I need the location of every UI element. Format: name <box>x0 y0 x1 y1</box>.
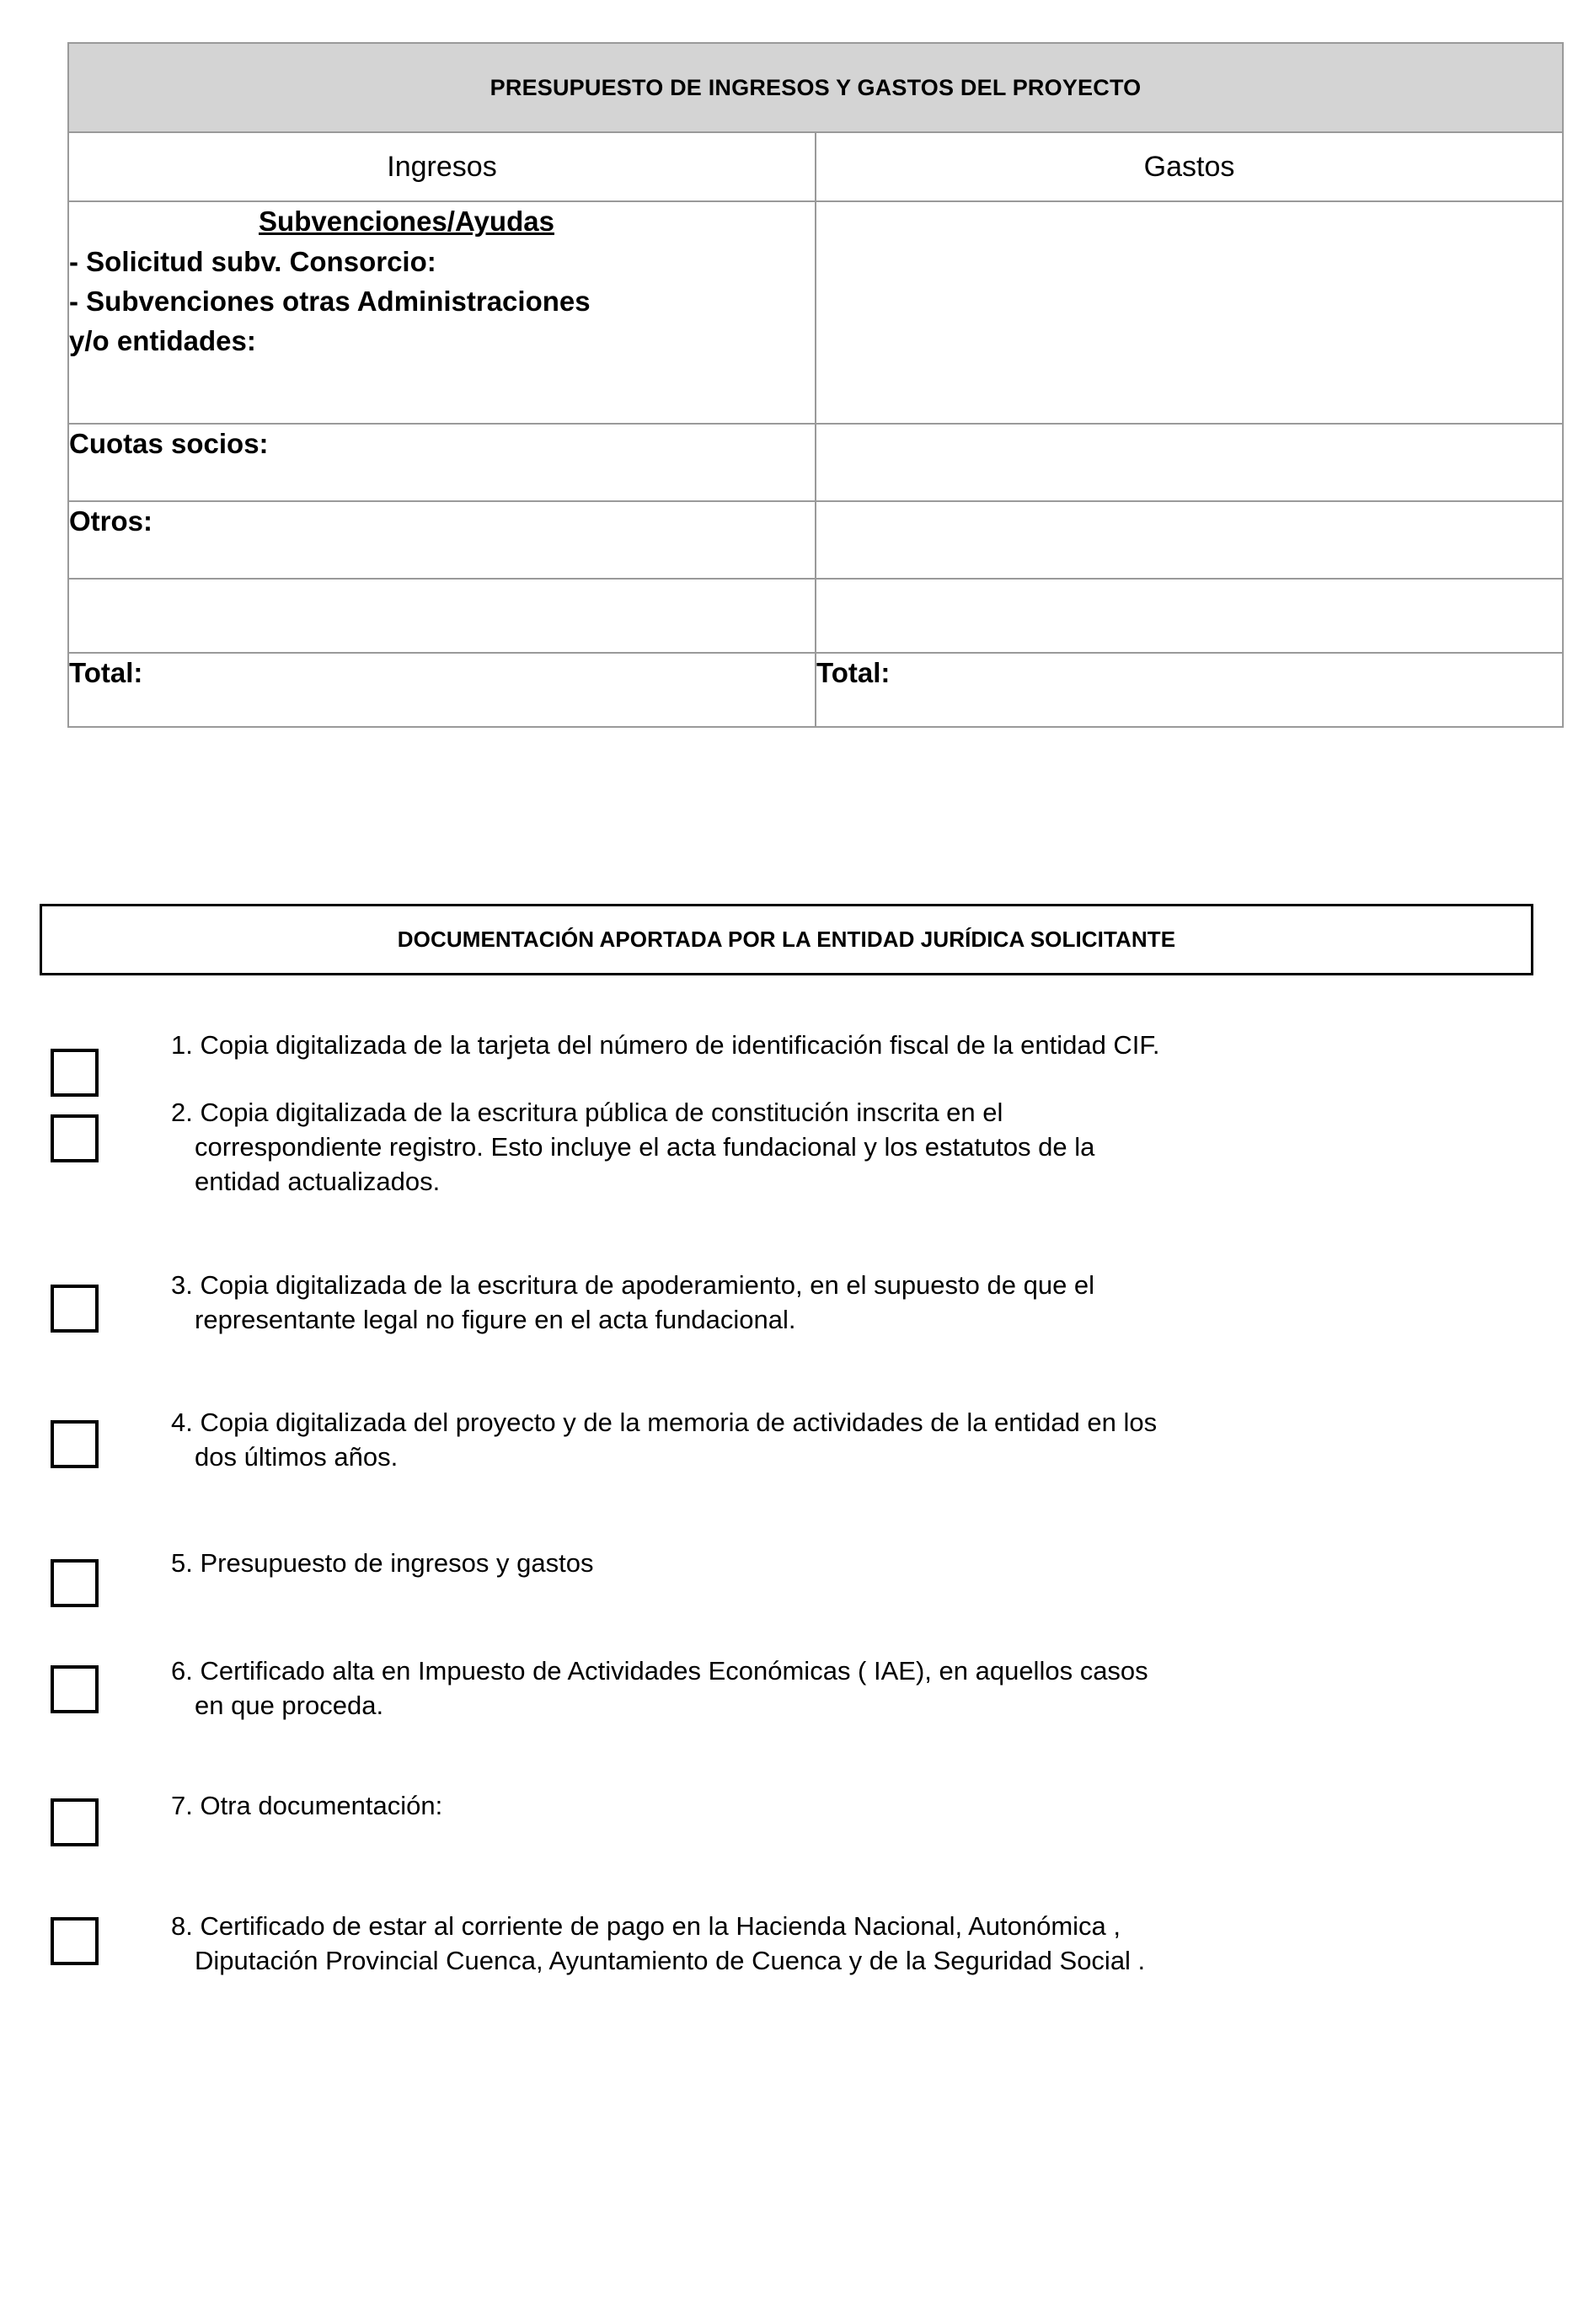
list-item-5-line-1: 5. Presupuesto de ingresos y gastos <box>171 1548 594 1578</box>
table-row-cuotas-socios <box>68 424 1563 501</box>
list-item-7-line-1: 7. Otra documentación: <box>171 1791 443 1820</box>
checkbox-item-4[interactable] <box>51 1420 99 1468</box>
subvenciones-heading: Subvenciones/Ayudas <box>259 206 554 237</box>
cell-ingresos-cuotas-socios[interactable]: Cuotas socios: <box>68 424 816 501</box>
cell-ingresos-otros[interactable]: Otros: <box>68 501 816 579</box>
budget-table-title: PRESUPUESTO DE INGRESOS Y GASTOS DEL PROYECTO <box>490 74 1142 100</box>
cell-gastos-cuotas-socios[interactable] <box>816 424 1563 501</box>
list-item-text-5 <box>171 1546 652 1580</box>
cell-gastos-total[interactable]: Total: <box>816 653 1563 727</box>
subvenciones-line-otras-administraciones: - Subvenciones otras Administraciones <box>69 285 591 317</box>
list-item-1-line-1: 1. Copia digitalizada de la tarjeta del número de identificación fiscal de la entidad CIF. <box>171 1030 1160 1060</box>
column-header-ingresos: Ingresos <box>387 150 497 183</box>
list-item-text-2 <box>171 1095 1153 1199</box>
list-item-text-1 <box>171 1028 1219 1062</box>
list-item-4-line-1: 4. Copia digitalizada del proyecto y de la memoria de actividades de la entidad en los <box>171 1408 1158 1437</box>
table-row-otros <box>68 501 1563 579</box>
cell-ingresos-blank[interactable] <box>68 579 816 653</box>
checkbox-item-7[interactable] <box>51 1798 99 1846</box>
list-item-text-3 <box>171 1268 1153 1337</box>
budget-table-header-row <box>68 132 1563 201</box>
cell-ingresos-subvenciones[interactable] <box>68 201 816 424</box>
documentation-header-title: DOCUMENTACIÓN APORTADA POR LA ENTIDAD JURÍDICA SOLICITANTE <box>397 926 1176 952</box>
list-item <box>0 1546 1589 1654</box>
checkbox-item-6[interactable] <box>51 1665 99 1713</box>
table-row-total <box>68 653 1563 727</box>
list-item <box>0 1654 1589 1788</box>
list-item <box>0 1405 1589 1546</box>
cell-gastos-otros[interactable] <box>816 501 1563 579</box>
list-item <box>0 1909 1589 2027</box>
checkbox-item-8[interactable] <box>51 1917 99 1965</box>
list-item-6-line-2: en que proceda. <box>195 1691 384 1721</box>
list-item-text-8 <box>171 1909 1204 1978</box>
checkbox-item-2[interactable] <box>51 1114 99 1162</box>
list-item-text-7 <box>171 1788 501 1823</box>
list-item <box>0 1788 1589 1909</box>
subvenciones-line-entidades: y/o entidades: <box>69 324 256 356</box>
list-item-4-line-2: dos últimos años. <box>195 1442 399 1472</box>
list-item-text-4 <box>171 1405 1216 1474</box>
column-header-gastos-cell <box>816 132 1563 201</box>
list-item-2-line-2: correspondiente registro. Esto incluye el acta fundacional y los estatutos de la <box>195 1132 1095 1162</box>
list-item-2-line-3: entidad actualizados. <box>195 1167 441 1197</box>
list-item-3-line-1: 3. Copia digitalizada de la escritura de apoderamiento, en el supuesto de que el <box>171 1270 1095 1300</box>
table-row-blank <box>68 579 1563 653</box>
checkbox-item-5[interactable] <box>51 1559 99 1607</box>
documentation-header-box <box>40 904 1533 975</box>
subvenciones-line-consorcio: - Solicitud subv. Consorcio: <box>69 245 436 277</box>
list-item-3-line-2: representante legal no figure en el acta fundacional. <box>195 1305 796 1335</box>
list-item <box>0 1095 1589 1268</box>
list-item-2-line-1: 2. Copia digitalizada de la escritura pública de constitución inscrita en el <box>171 1098 1003 1127</box>
list-item-6-line-1: 6. Certificado alta en Impuesto de Actividades Económicas ( IAE), en aquellos casos <box>171 1656 1148 1686</box>
budget-table-title-cell <box>68 43 1563 132</box>
budget-table <box>67 42 1564 728</box>
documentation-checklist <box>0 1028 1589 2027</box>
list-item-8-line-1: 8. Certificado de estar al corriente de pago en la Hacienda Nacional, Autonómica , <box>171 1911 1121 1941</box>
cell-ingresos-total[interactable]: Total: <box>68 653 816 727</box>
list-item-8-line-2: Diputación Provincial Cuenca, Ayuntamiento de Cuenca y de la Seguridad Social . <box>195 1946 1146 1976</box>
table-row-subvenciones <box>68 201 1563 424</box>
list-item-text-6 <box>171 1654 1207 1723</box>
cell-gastos-subvenciones[interactable] <box>816 201 1563 424</box>
checkbox-item-1[interactable] <box>51 1049 99 1097</box>
cell-gastos-blank[interactable] <box>816 579 1563 653</box>
column-header-gastos: Gastos <box>1143 150 1235 183</box>
column-header-ingresos-cell <box>68 132 816 201</box>
budget-table-title-row <box>68 43 1563 132</box>
list-item <box>0 1268 1589 1405</box>
list-item <box>0 1028 1589 1095</box>
checkbox-item-3[interactable] <box>51 1285 99 1333</box>
